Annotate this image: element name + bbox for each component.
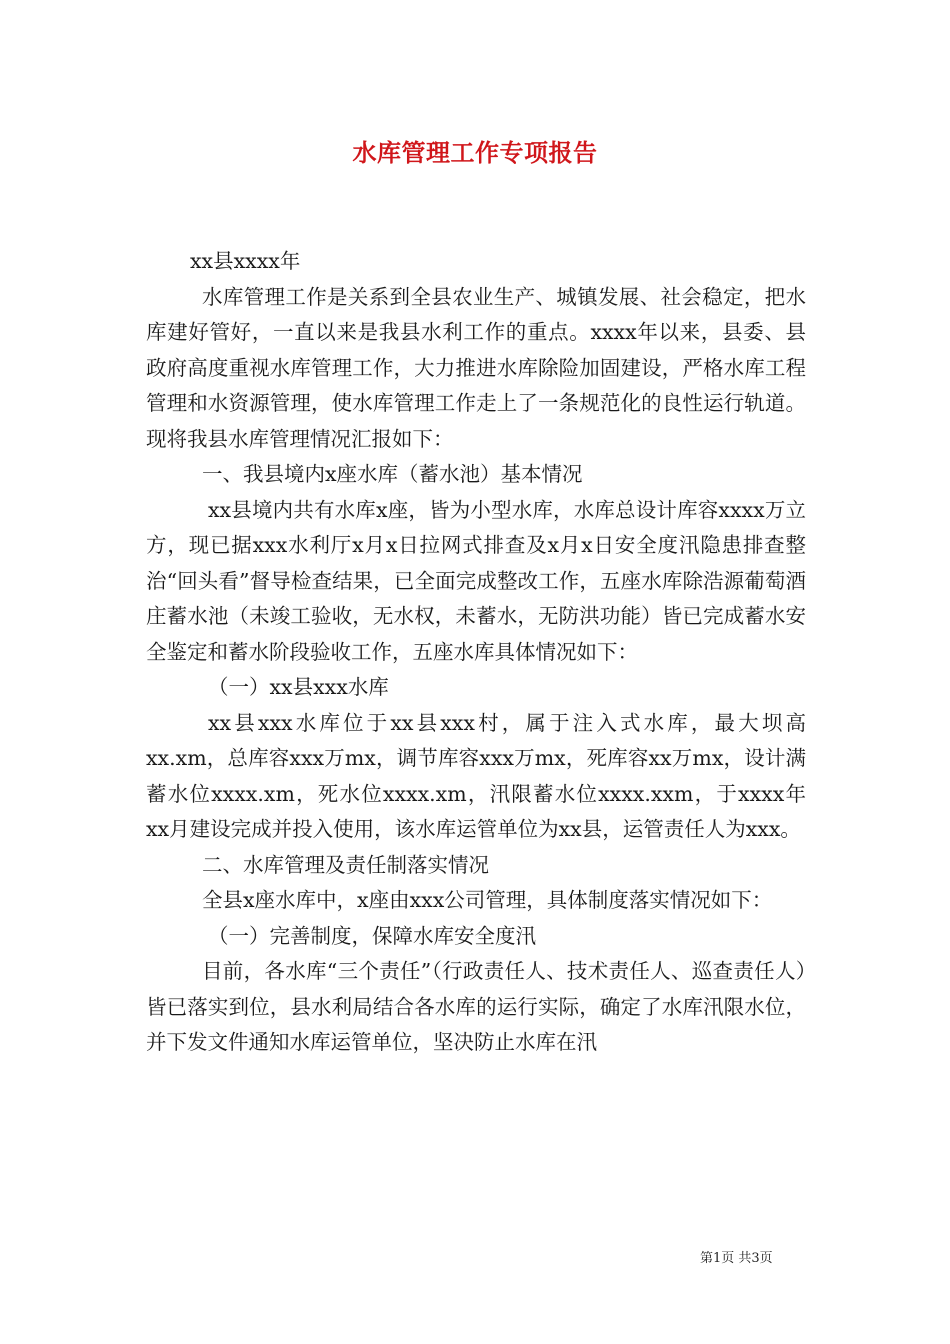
paragraph-date: xx县xxxx年: [190, 249, 301, 273]
heading-section-2: 二、水库管理及责任制落实情况: [202, 852, 489, 877]
page-number: 第1页 共3页: [700, 1251, 773, 1266]
paragraph-reservoir-details: xx县xxx水库位于xx县xxx村，属于注入式水库，最大坝高xx.xm，总库容xxx万mx，调节库容xxx万mx，死库容xx万mx，设计满蓄水位xxxx.xm，死水位xxxx.xm，汛限蓄水位xxxx.xxm，于xxxx年xx月建设完成并投入使用，该水库运管单位为xx县，运管责任人为xxx。: [146, 710, 806, 841]
heading-section-1: 一、我县境内x座水库（蓄水池）基本情况: [202, 462, 583, 486]
document-body: [146, 244, 806, 1061]
heading-subsection-1-1: （一）xx县xxx水库: [208, 675, 389, 699]
paragraph-intro: 水库管理工作是关系到全县农业生产、城镇发展、社会稳定，把水库建好管好，一直以来是我县水利工作的重点。xxxx年以来，县委、县政府高度重视水库管理工作，大力推进水库除险加固建设，严格水库工程管理和水资源管理，使水库管理工作走上了一条规范化的良性运行轨道。现将我县水库管理情况汇报如下：: [146, 284, 806, 451]
paragraph-reservoir-overview: xx县境内共有水库x座，皆为小型水库，水库总设计库容xxxx万立方，现已据xxx水利厅x月x日拉网式排查及x月x日安全度汛隐患排查整治“回头看”督导检查结果，已全面完成整改工作，五座水库除浩源葡萄酒庄蓄水池（未竣工验收，无水权，未蓄水，无防洪功能）皆已完成蓄水安全鉴定和蓄水阶段验收工作，五座水库具体情况如下：: [146, 497, 806, 664]
heading-subsection-2-1: （一）完善制度，保障水库安全度汛: [208, 923, 536, 948]
paragraph-management: 全县x座水库中，x座由xxx公司管理，具体制度落实情况如下：: [202, 888, 773, 912]
document-title: 水库管理工作专项报告: [352, 138, 598, 167]
paragraph-responsibility: 目前，各水库“三个责任”（行政责任人、技术责任人、巡查责任人）皆已落实到位，县水利局结合各水库的运行实际，确定了水库汛限水位，并下发文件通知水库运管单位，坚决防止水库在汛: [146, 959, 806, 1054]
